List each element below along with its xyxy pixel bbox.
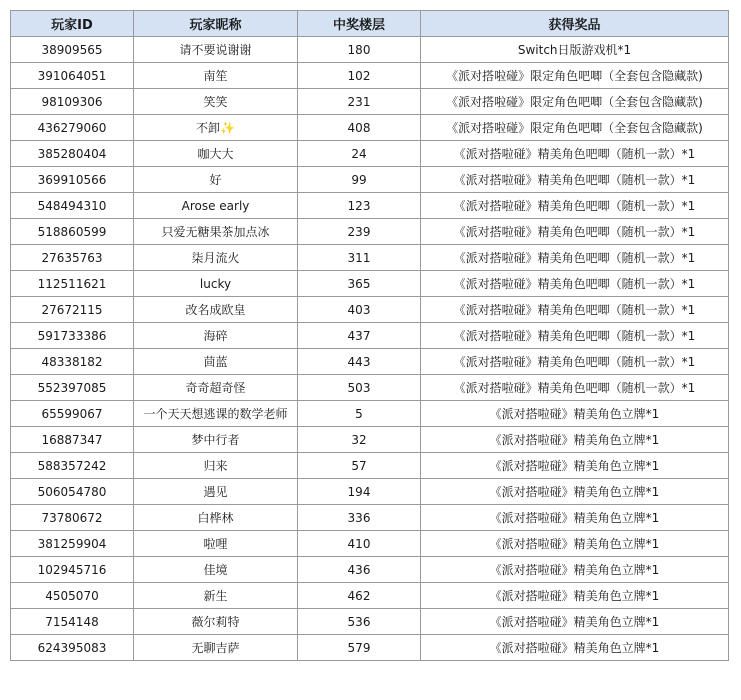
- cell-player-id: 65599067: [11, 401, 134, 427]
- cell-player-nickname: 海碎: [134, 323, 298, 349]
- cell-player-id: 381259904: [11, 531, 134, 557]
- header-player-nickname: 玩家昵称: [134, 11, 298, 37]
- cell-winning-floor: 102: [298, 63, 421, 89]
- table-row: [11, 271, 729, 297]
- table-row: [11, 37, 729, 63]
- cell-prize: 《派对搭啦碰》精美角色吧唧（随机一款）*1: [421, 219, 729, 245]
- cell-prize: 《派对搭啦碰》限定角色吧唧（全套包含隐藏款): [421, 63, 729, 89]
- cell-player-nickname: 南笙: [134, 63, 298, 89]
- cell-player-id: 624395083: [11, 635, 134, 661]
- table-row: [11, 505, 729, 531]
- table-row: [11, 167, 729, 193]
- cell-winning-floor: 123: [298, 193, 421, 219]
- cell-prize: 《派对搭啦碰》精美角色吧唧（随机一款）*1: [421, 141, 729, 167]
- header-winning-floor: 中奖楼层: [298, 11, 421, 37]
- table-header: [11, 11, 729, 37]
- table-row: [11, 479, 729, 505]
- cell-player-nickname: 佳境: [134, 557, 298, 583]
- cell-player-id: 7154148: [11, 609, 134, 635]
- cell-player-nickname: 咖大大: [134, 141, 298, 167]
- cell-winning-floor: 5: [298, 401, 421, 427]
- cell-winning-floor: 410: [298, 531, 421, 557]
- cell-player-nickname: 归来: [134, 453, 298, 479]
- cell-player-id: 518860599: [11, 219, 134, 245]
- table-row: [11, 375, 729, 401]
- cell-player-id: 506054780: [11, 479, 134, 505]
- cell-prize: 《派对搭啦碰》精美角色立牌*1: [421, 557, 729, 583]
- cell-prize: 《派对搭啦碰》精美角色立牌*1: [421, 505, 729, 531]
- winners-table: [10, 10, 729, 661]
- table-row: [11, 531, 729, 557]
- cell-prize: 《派对搭啦碰》精美角色吧唧（随机一款）*1: [421, 297, 729, 323]
- cell-winning-floor: 536: [298, 609, 421, 635]
- cell-winning-floor: 443: [298, 349, 421, 375]
- cell-prize: 《派对搭啦碰》精美角色吧唧（随机一款）*1: [421, 375, 729, 401]
- table-row: [11, 89, 729, 115]
- cell-winning-floor: 311: [298, 245, 421, 271]
- cell-player-nickname: 啦哩: [134, 531, 298, 557]
- cell-player-nickname: 柒月流火: [134, 245, 298, 271]
- cell-winning-floor: 194: [298, 479, 421, 505]
- cell-winning-floor: 503: [298, 375, 421, 401]
- header-prize: 获得奖品: [421, 11, 729, 37]
- cell-winning-floor: 57: [298, 453, 421, 479]
- table-row: [11, 193, 729, 219]
- cell-prize: 《派对搭啦碰》精美角色吧唧（随机一款）*1: [421, 349, 729, 375]
- cell-prize: 《派对搭啦碰》精美角色立牌*1: [421, 453, 729, 479]
- cell-prize: 《派对搭啦碰》限定角色吧唧（全套包含隐藏款): [421, 115, 729, 141]
- cell-player-id: 48338182: [11, 349, 134, 375]
- cell-player-nickname: Arose early: [134, 193, 298, 219]
- cell-winning-floor: 462: [298, 583, 421, 609]
- cell-player-nickname: 请不要说谢谢: [134, 37, 298, 63]
- cell-player-nickname: 薇尔莉特: [134, 609, 298, 635]
- cell-prize: 《派对搭啦碰》精美角色立牌*1: [421, 479, 729, 505]
- cell-winning-floor: 403: [298, 297, 421, 323]
- cell-prize: 《派对搭啦碰》精美角色立牌*1: [421, 427, 729, 453]
- cell-player-nickname: 好: [134, 167, 298, 193]
- cell-player-nickname: 遇见: [134, 479, 298, 505]
- table-row: [11, 401, 729, 427]
- cell-player-id: 588357242: [11, 453, 134, 479]
- cell-winning-floor: 239: [298, 219, 421, 245]
- cell-prize: 《派对搭啦碰》精美角色吧唧（随机一款）*1: [421, 167, 729, 193]
- cell-player-nickname: 茴蓝: [134, 349, 298, 375]
- cell-player-id: 591733386: [11, 323, 134, 349]
- cell-winning-floor: 24: [298, 141, 421, 167]
- cell-player-nickname: 梦中行者: [134, 427, 298, 453]
- cell-player-nickname: lucky: [134, 271, 298, 297]
- cell-player-id: 98109306: [11, 89, 134, 115]
- table-row: [11, 635, 729, 661]
- cell-prize: Switch日版游戏机*1: [421, 37, 729, 63]
- cell-prize: 《派对搭啦碰》精美角色立牌*1: [421, 635, 729, 661]
- cell-player-id: 73780672: [11, 505, 134, 531]
- cell-winning-floor: 437: [298, 323, 421, 349]
- cell-player-nickname: 新生: [134, 583, 298, 609]
- cell-winning-floor: 365: [298, 271, 421, 297]
- table-row: [11, 427, 729, 453]
- table-row: [11, 115, 729, 141]
- table-row: [11, 297, 729, 323]
- cell-player-id: 38909565: [11, 37, 134, 63]
- cell-winning-floor: 579: [298, 635, 421, 661]
- table-body: [11, 37, 729, 661]
- cell-prize: 《派对搭啦碰》精美角色立牌*1: [421, 531, 729, 557]
- cell-player-id: 102945716: [11, 557, 134, 583]
- cell-prize: 《派对搭啦碰》精美角色吧唧（随机一款）*1: [421, 193, 729, 219]
- cell-player-nickname: 无聊吉萨: [134, 635, 298, 661]
- cell-player-id: 548494310: [11, 193, 134, 219]
- header-player-id: 玩家ID: [11, 11, 134, 37]
- cell-player-id: 27672115: [11, 297, 134, 323]
- cell-player-nickname: 改名成欧皇: [134, 297, 298, 323]
- cell-winning-floor: 32: [298, 427, 421, 453]
- cell-winning-floor: 436: [298, 557, 421, 583]
- cell-player-nickname: 奇奇超奇怪: [134, 375, 298, 401]
- table-row: [11, 219, 729, 245]
- cell-player-id: 552397085: [11, 375, 134, 401]
- table-row: [11, 349, 729, 375]
- cell-prize: 《派对搭啦碰》限定角色吧唧（全套包含隐藏款): [421, 89, 729, 115]
- header-row: [11, 11, 729, 37]
- cell-player-nickname: 一个天天想逃课的数学老师: [134, 401, 298, 427]
- table-row: [11, 453, 729, 479]
- table-row: [11, 583, 729, 609]
- table-row: [11, 557, 729, 583]
- cell-prize: 《派对搭啦碰》精美角色立牌*1: [421, 401, 729, 427]
- cell-prize: 《派对搭啦碰》精美角色吧唧（随机一款）*1: [421, 323, 729, 349]
- table-row: [11, 609, 729, 635]
- table-row: [11, 245, 729, 271]
- table-row: [11, 63, 729, 89]
- cell-player-id: 112511621: [11, 271, 134, 297]
- cell-player-id: 391064051: [11, 63, 134, 89]
- cell-player-nickname: 不卸✨: [134, 115, 298, 141]
- cell-player-id: 27635763: [11, 245, 134, 271]
- cell-player-nickname: 笑笑: [134, 89, 298, 115]
- cell-winning-floor: 408: [298, 115, 421, 141]
- cell-prize: 《派对搭啦碰》精美角色立牌*1: [421, 583, 729, 609]
- cell-winning-floor: 180: [298, 37, 421, 63]
- cell-player-nickname: 只爱无糖果茶加点冰: [134, 219, 298, 245]
- cell-winning-floor: 336: [298, 505, 421, 531]
- cell-player-id: 369910566: [11, 167, 134, 193]
- cell-player-id: 436279060: [11, 115, 134, 141]
- winners-table-container: [10, 10, 729, 661]
- cell-winning-floor: 231: [298, 89, 421, 115]
- table-row: [11, 141, 729, 167]
- cell-prize: 《派对搭啦碰》精美角色吧唧（随机一款）*1: [421, 245, 729, 271]
- cell-winning-floor: 99: [298, 167, 421, 193]
- cell-prize: 《派对搭啦碰》精美角色吧唧（随机一款）*1: [421, 271, 729, 297]
- cell-player-id: 4505070: [11, 583, 134, 609]
- cell-prize: 《派对搭啦碰》精美角色立牌*1: [421, 609, 729, 635]
- cell-player-id: 385280404: [11, 141, 134, 167]
- cell-player-id: 16887347: [11, 427, 134, 453]
- table-row: [11, 323, 729, 349]
- cell-player-nickname: 白桦林: [134, 505, 298, 531]
